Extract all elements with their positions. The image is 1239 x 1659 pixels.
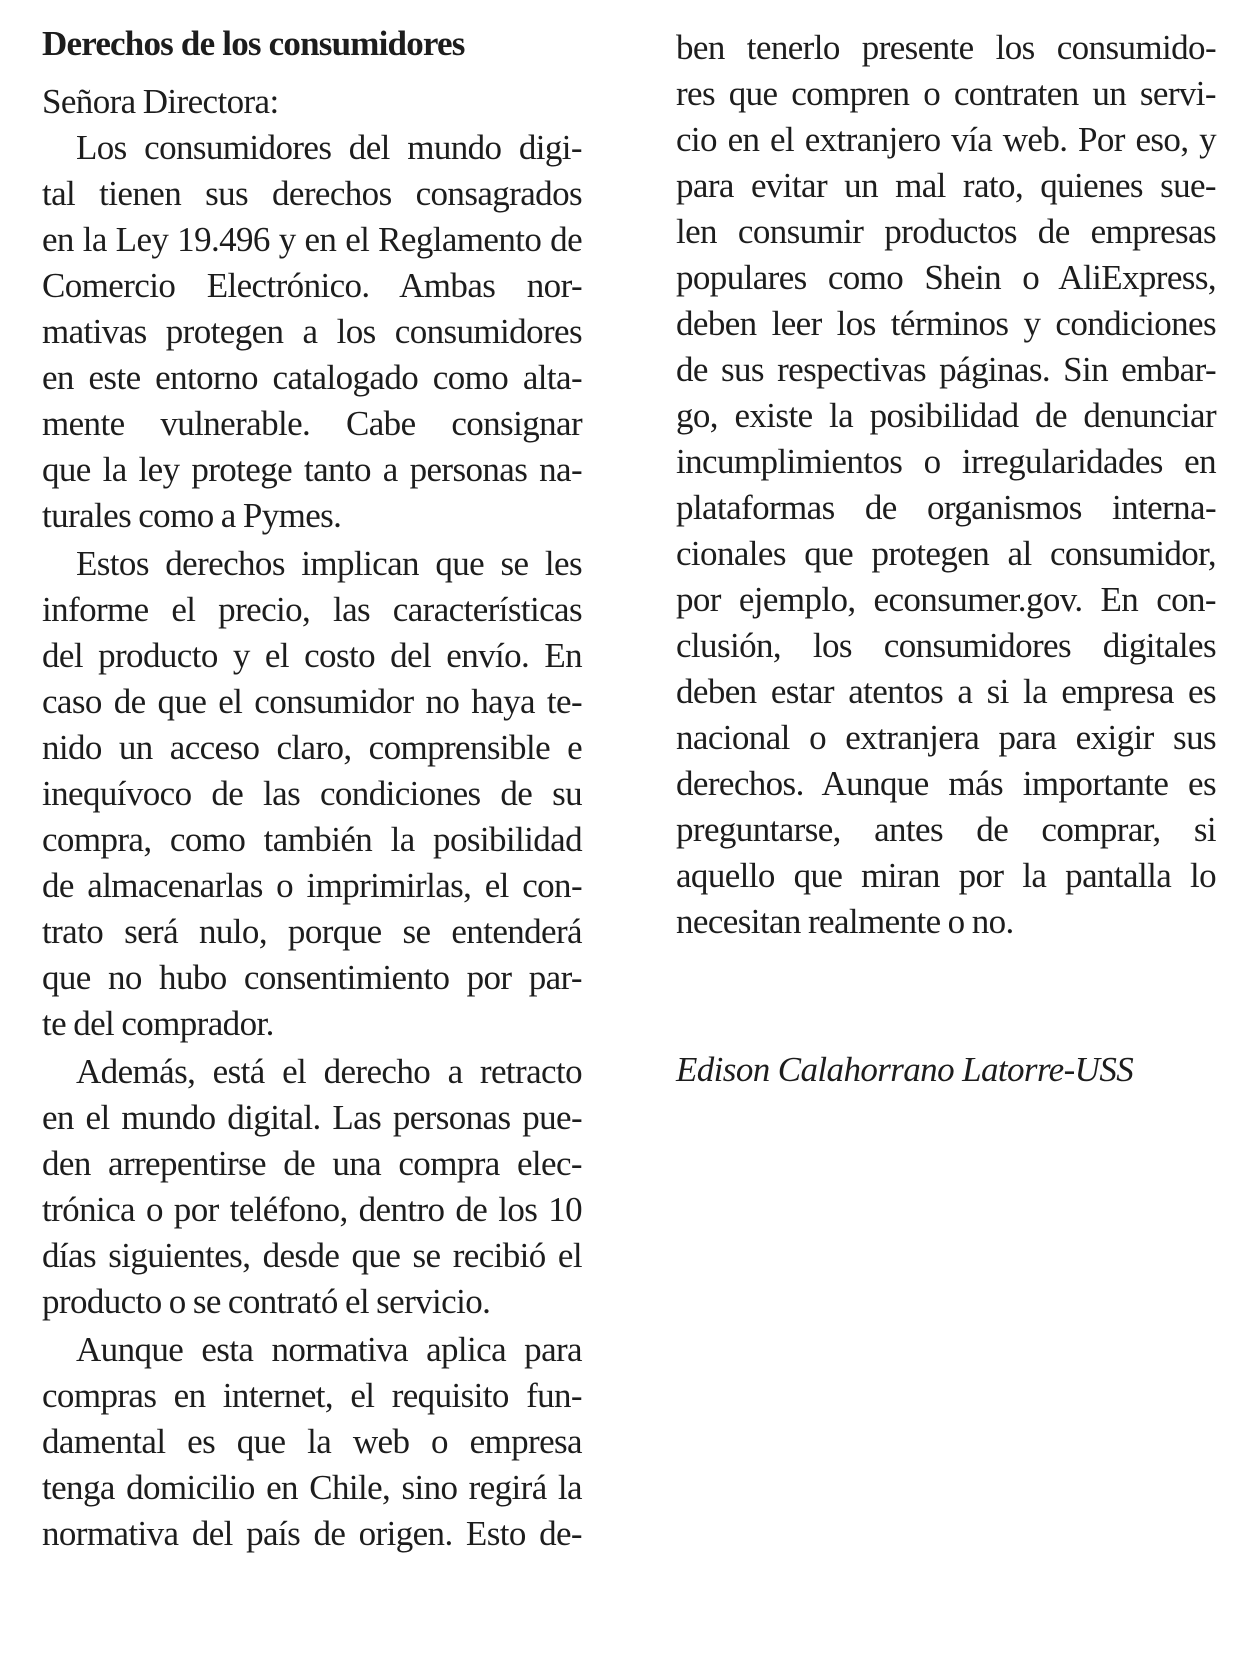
salutation: Señora Directora:: [42, 82, 279, 121]
text-line: tenga domicilio en Chile, sino regirá la: [42, 1468, 582, 1507]
text-line: populares como Shein o AliExpress,: [676, 258, 1216, 297]
text-line: producto o se contrató el servicio.: [42, 1282, 491, 1321]
text-line: trónica o por teléfono, dentro de los 10: [42, 1190, 582, 1229]
text-line: mente vulnerable. Cabe consignar: [42, 404, 582, 443]
text-line: damental es que la web o empresa: [42, 1422, 582, 1461]
text-line: derechos. Aunque más importante es: [676, 764, 1216, 803]
text-line: preguntarse, antes de comprar, si: [676, 810, 1216, 849]
text-line: clusión, los consumidores digitales: [676, 626, 1216, 665]
text-line: compras en internet, el requisito fun-: [42, 1376, 582, 1415]
text-line: trato será nulo, porque se entenderá: [42, 912, 582, 951]
text-line: en la Ley 19.496 y en el Reglamento de: [42, 220, 582, 259]
text-line: Comercio Electrónico. Ambas nor-: [42, 266, 582, 305]
signature: Edison Calahorrano Latorre-USS: [676, 1050, 1134, 1089]
text-line: turales como a Pymes.: [42, 496, 342, 535]
text-line: cio en el extranjero vía web. Por eso, y: [676, 120, 1216, 159]
text-line: tal tienen sus derechos consagrados: [42, 174, 582, 213]
text-line: en este entorno catalogado como alta-: [42, 358, 582, 397]
text-line: te del comprador.: [42, 1004, 274, 1043]
text-line: ben tenerlo presente los consumido-: [676, 28, 1216, 67]
text-line: de almacenarlas o imprimirlas, el con-: [42, 866, 582, 905]
text-line: de sus respectivas páginas. Sin embar-: [676, 350, 1216, 389]
text-line: deben leer los términos y condiciones: [676, 304, 1216, 343]
text-line: incumplimientos o irregularidades en: [676, 442, 1216, 481]
text-line: aquello que miran por la pantalla lo: [676, 856, 1216, 895]
text-line: por ejemplo, econsumer.gov. En con-: [676, 580, 1216, 619]
text-line: den arrepentirse de una compra elec-: [42, 1144, 582, 1183]
text-line: Además, está el derecho a retracto: [76, 1052, 582, 1091]
text-line: inequívoco de las condiciones de su: [42, 774, 582, 813]
text-line: necesitan realmente o no.: [676, 902, 1014, 941]
text-line: go, existe la posibilidad de denunciar: [676, 396, 1216, 435]
text-line: Aunque esta normativa aplica para: [76, 1330, 582, 1369]
text-line: informe el precio, las características: [42, 590, 582, 629]
text-line: deben estar atentos a si la empresa es: [676, 672, 1216, 711]
text-line: mativas protegen a los consumidores: [42, 312, 582, 351]
text-line: caso de que el consumidor no haya te-: [42, 682, 582, 721]
text-line: para evitar un mal rato, quienes sue-: [676, 166, 1216, 205]
text-line: nido un acceso claro, comprensible e: [42, 728, 582, 767]
text-line: que la ley protege tanto a personas na-: [42, 450, 582, 489]
text-line: Estos derechos implican que se les: [76, 544, 582, 583]
text-line: nacional o extranjera para exigir sus: [676, 718, 1216, 757]
text-line: res que compren o contraten un servi-: [676, 74, 1216, 113]
text-line: Los consumidores del mundo digi-: [76, 128, 582, 167]
text-line: compra, como también la posibilidad: [42, 820, 582, 859]
text-line: len consumir productos de empresas: [676, 212, 1216, 251]
text-line: cionales que protegen al consumidor,: [676, 534, 1216, 573]
text-line: del producto y el costo del envío. En: [42, 636, 582, 675]
text-line: plataformas de organismos interna-: [676, 488, 1216, 527]
text-line: días siguientes, desde que se recibió el: [42, 1236, 582, 1275]
letter-title: Derechos de los consumidores: [42, 24, 465, 63]
text-line: que no hubo consentimiento por par-: [42, 958, 582, 997]
text-line: normativa del país de origen. Esto de-: [42, 1514, 582, 1553]
text-line: en el mundo digital. Las personas pue-: [42, 1098, 582, 1137]
